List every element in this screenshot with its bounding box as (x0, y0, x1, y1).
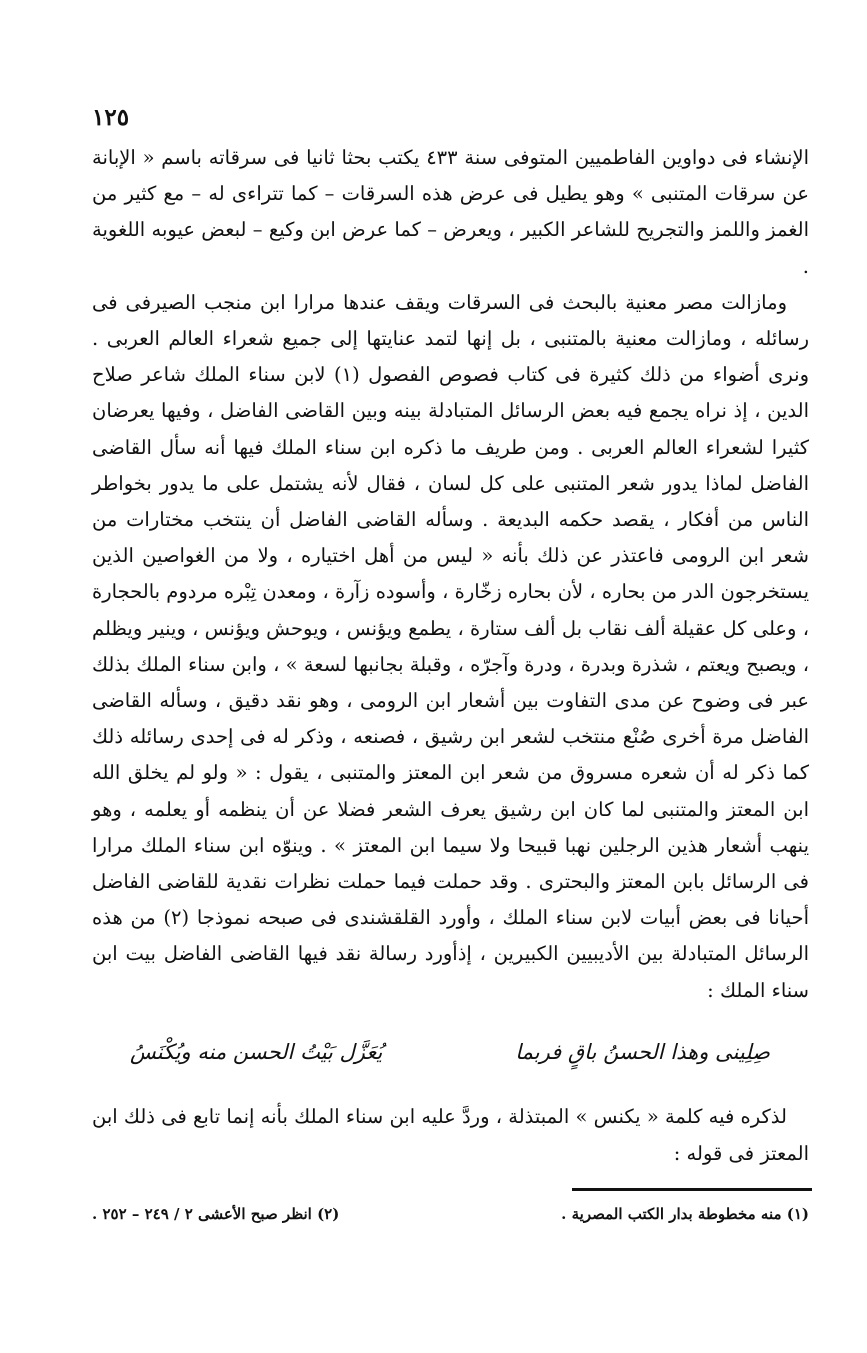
paragraph-2: ومازالت مصر معنية بالبحث فى السرقات ويقف عندها مرارا ابن منجب الصيرفى فى رسائله ، ومازالت معنية بالمتنبى ، بل إنها لتمد عنايتها إلى جميع شعراء العالم العربى . ونرى أضواء من ذلك كثيرة فى كتاب فصوص الفصول (١) لابن سناء الملك شاعر صلاح الدين ، إذ نراه يجمع فيه بعض الرسائل المتبادلة بينه وبين القاضى الفاضل ، وفيها يعرضان كثيرا لشعراء العالم العربى . ومن طريف ما ذكره ابن سناء الملك فيها أنه سأل القاضى الفاضل لماذا يدور شعر المتنبى على كل لسان ، فقال لأنه يشتمل على ما يدور بخواطر الناس من أفكار ، يقصد حكمه البديعة . وسأله القاضى الفاضل أن ينتخب مختارات من شعر ابن الرومى فاعتذر عن ذلك بأنه « ليس من أهل اختياره ، ولا من الغواصين الذين يستخرجون الدر من بحاره ، لأن بحاره زخّارة ، وأسوده زآرة ، ومعدن تِبْره مردوم بالحجارة ، وعلى كل عقيلة ألف نقاب بل ألف ستارة ، يطمع ويؤنس ، ويوحش ويؤنس ، وينير ويظلم ، ويصبح ويعتم ، شذرة وبدرة ، ودرة وآجرّه ، وقبلة بجانبها لسعة » ، وابن سناء الملك بذلك عبر فى وضوح عن مدى التفاوت بين أشعار ابن الرومى ، وهو نقد دقيق ، وسأله القاضى الفاضل مرة أخرى صُنْع منتخب لشعر ابن رشيق ، فصنعه ، وذكر له فى إحدى رسائله ذلك كما ذكر له أن شعره مسروق من شعر ابن المعتز والمتنبى ، يقول : « ولو لم يخلق الله ابن المعتز والمتنبى لما كان ابن رشيق يعرف الشعر فضلا عن أن ينظمه أو يعلمه ، وهو ينهب أشعار هذين الرجلين نهبا قبيحا ولا سيما ابن المعتز » . وينوّه ابن سناء الملك مرارا فى الرسائل بابن المعتز والبحترى . وقد حملت فيما حملت نظرات نقدية للقاضى الفاضل أحيانا فى بعض أبيات لابن سناء الملك ، وأورد القلقشندى فى صبحه نموذجا (٢) من هذه الرسائل المتبادلة بين الأديبيين الكبيرين ، إذأورد رسالة نقد فيها القاضى الفاضل بيت ابن سناء الملك : (92, 290, 809, 1002)
footnote-2: (٢) انظر صبح الأعشى ٢ / ٢٤٩ – ٢٥٢ . (92, 1205, 340, 1223)
poetry-verse (130, 1040, 770, 1064)
verse-right-hemistich: صِلِينى وهذا الحسنُ باقٍ فربما (515, 1040, 770, 1064)
paragraph-3: لذكره فيه كلمة « يكنس » المبتذلة ، وردَّ عليه ابن سناء الملك بأنه إنما تابع فى ذلك ابن المعتز فى قوله : (92, 1105, 809, 1165)
main-text (92, 140, 809, 1009)
footnotes (92, 1205, 809, 1223)
verse-left-hemistich: يُعَزَّل بَيْتُ الحسن منه ويُكْنَسُ (130, 1040, 383, 1064)
paragraph-1: الإنشاء فى دواوين الفاطميين المتوفى سنة ٤٣٣ يكتب بحثا ثانيا فى سرقاته باسم « الإبانة عن سرقات المتنبى » وهو يطيل فى عرض هذه السرقات – كما تتراءى له – مع كثير من الغمز واللمز والتجريح للشاعر الكبير ، ويعرض – كما عرض ابن وكيع – لبعض عيوبه اللغوية . (92, 146, 809, 278)
footnote-1: (١) منه مخطوطة بدار الكتب المصرية . (561, 1205, 809, 1223)
footnote-divider (572, 1188, 812, 1191)
page-number: ١٢٥ (92, 104, 130, 131)
after-verse-text (92, 1098, 809, 1172)
